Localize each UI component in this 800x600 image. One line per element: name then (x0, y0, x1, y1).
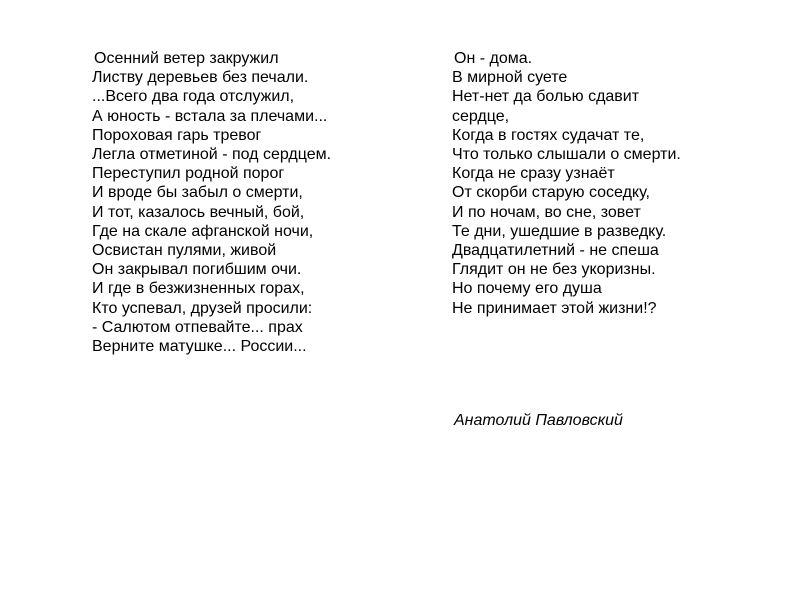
poem-line: И вроде бы забыл о смерти, (92, 184, 303, 202)
poem-line: Двадцатилетний - не спеша (452, 242, 659, 260)
poem-line: Нет-нет да болью сдавит (452, 88, 640, 106)
poem-line: От скорби старую соседку, (452, 184, 650, 202)
poem-author: Анатолий Павловский (454, 412, 623, 429)
poem-line: Где на скале афганской ночи, (92, 222, 314, 240)
poem-line: Он закрывал погибшим очи. (92, 261, 302, 279)
poem-right-column (452, 49, 681, 318)
poem-line: Пороховая гарь тревог (92, 126, 262, 144)
poem-line: Но почему его душа (452, 280, 602, 298)
poem-line: Глядит он не без укоризны. (452, 261, 656, 279)
poem-line: сердце, (452, 107, 510, 125)
poem-line: Переступил родной порог (92, 165, 285, 183)
poem-line: Верните матушке... России... (92, 338, 307, 356)
poem-line: Те дни, ушедшие в разведку. (452, 222, 667, 240)
poem-line: В мирной суете (452, 69, 568, 87)
poem-line: Он - дома. (454, 50, 533, 67)
poem-line: Осенний ветер закружил (94, 50, 279, 67)
poem-line: Что только слышали о смерти. (452, 146, 681, 164)
poem-line: И где в безжизненных горах, (92, 280, 305, 298)
poem-line: Когда в гостях судачат те, (452, 126, 645, 144)
poem-line: Кто успевал, друзей просили: (92, 299, 313, 317)
poem-line: Освистан пулями, живой (92, 242, 277, 260)
poem-line: А юность - встала за плечами... (92, 107, 328, 125)
poem-line: Не принимает этой жизни!? (452, 299, 657, 317)
poem-line: Когда не сразу узнаёт (452, 165, 615, 183)
poem-line: Легла отметиной - под сердцем. (92, 146, 332, 164)
poem-line: ...Всего два года отслужил, (92, 88, 295, 106)
poem-line: И по ночам, во сне, зовет (452, 203, 641, 221)
poem-line: И тот, казалось вечный, бой, (92, 203, 305, 221)
poem-left-column (92, 49, 331, 356)
poem-line: Листву деревьев без печали. (92, 69, 309, 87)
poem-line: - Салютом отпевайте... прах (92, 318, 303, 336)
